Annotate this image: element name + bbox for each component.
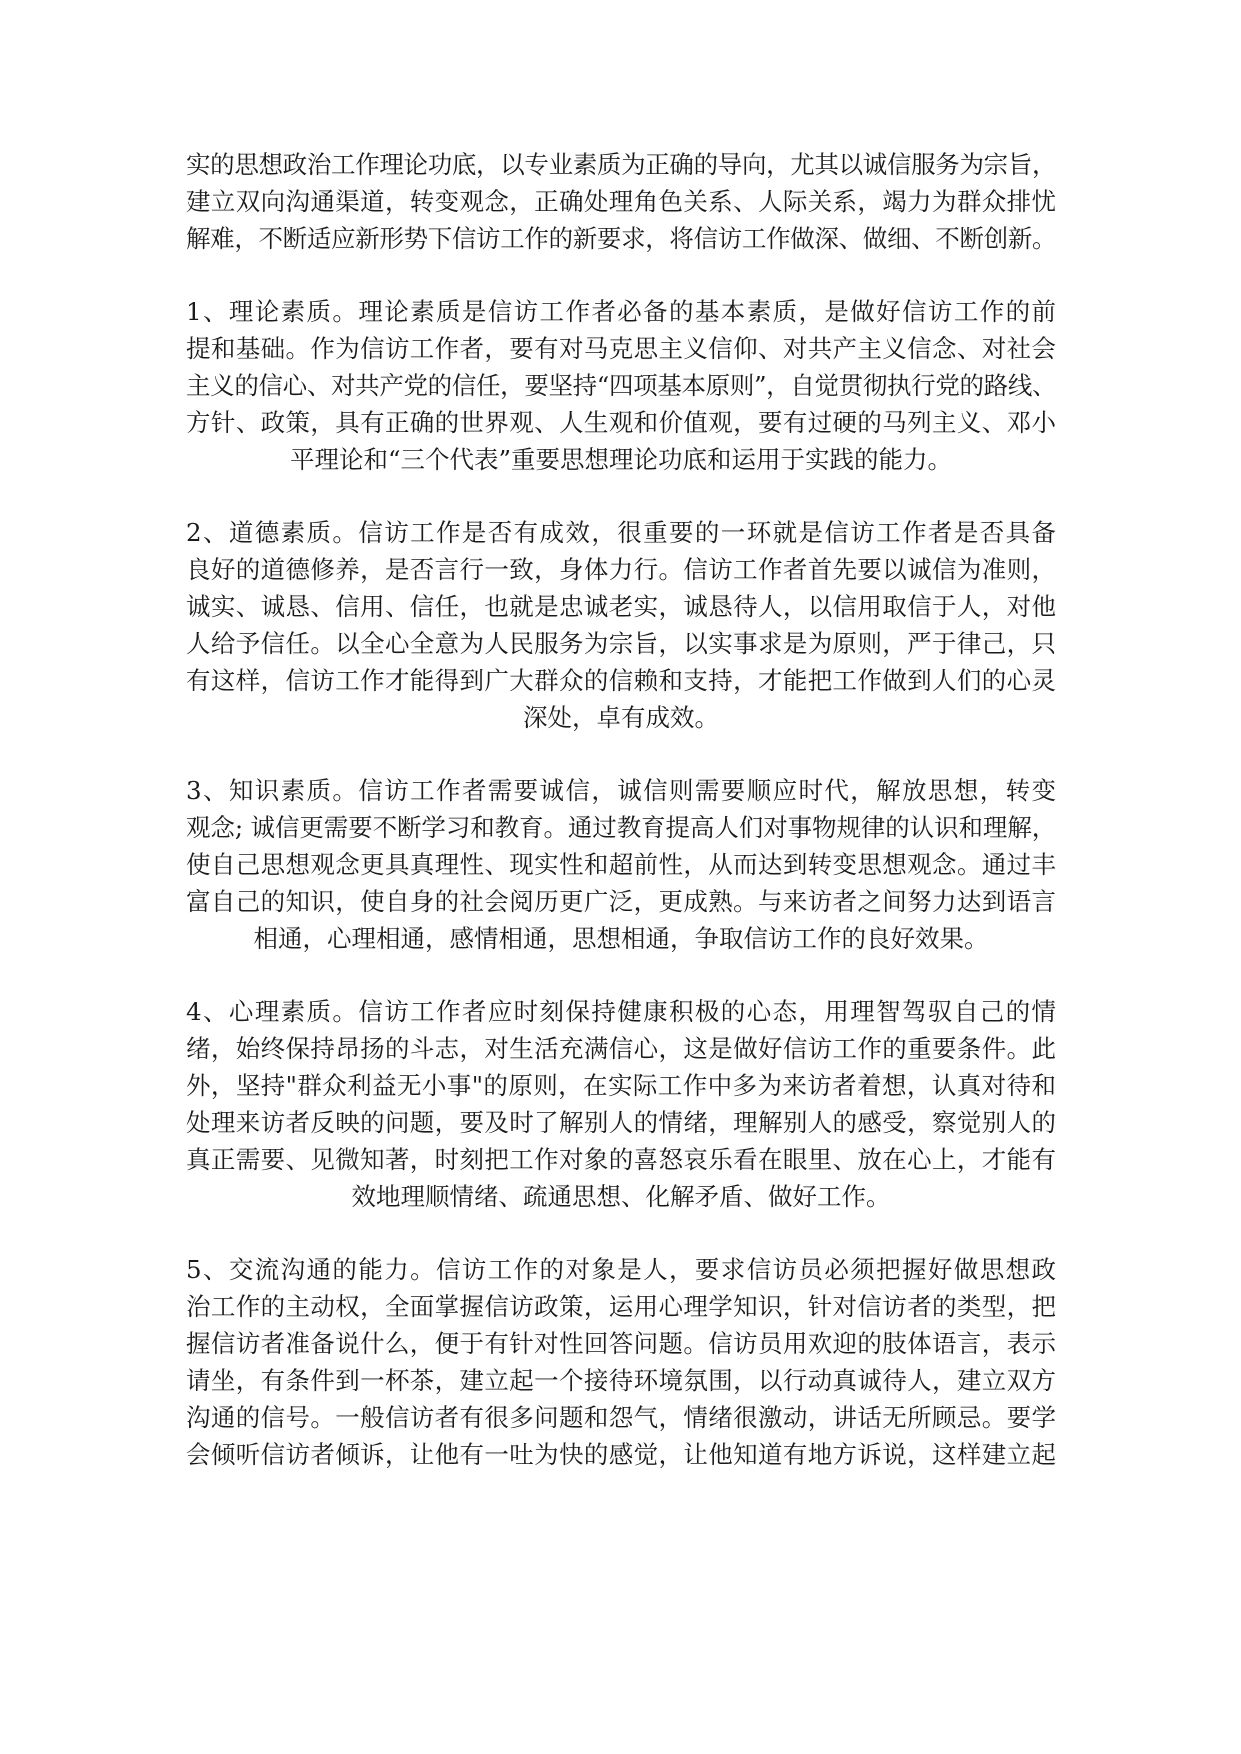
- paragraph-psychological-quality: [186, 993, 1056, 1215]
- paragraph-theory-quality: [186, 293, 1056, 478]
- text-line: 主义的信心、对共产党的信任，要坚持“四项基本原则”，自觉贯彻执行党的路线、: [186, 371, 1056, 400]
- text-line: 富自己的知识，使自身的社会阅历更广泛，更成熟。与来访者之间努力达到语言: [186, 887, 1056, 916]
- text-line: 会倾听信访者倾诉，让他有一吐为快的感觉，让他知道有地方诉说，这样建立起: [186, 1440, 1056, 1469]
- text-line: 握信访者准备说什么，便于有针对性回答问题。信访员用欢迎的肢体语言，表示: [186, 1329, 1056, 1358]
- text-line: 沟通的信号。一般信访者有很多问题和怨气，情绪很激动，讲话无所顾忌。要学: [186, 1403, 1056, 1432]
- text-line: 4、心理素质。信访工作者应时刻保持健康积极的心态，用理智驾驭自己的情: [186, 997, 1056, 1026]
- text-line: 良好的道德修养，是否言行一致，身体力行。信访工作者首先要以诚信为准则，: [186, 555, 1056, 584]
- text-line: 治工作的主动权，全面掌握信访政策，运用心理学知识，针对信访者的类型，把: [186, 1292, 1056, 1321]
- text-line: 效地理顺情绪、疏通思想、化解矛盾、做好工作。: [351, 1182, 891, 1211]
- text-line: 绪，始终保持昂扬的斗志，对生活充满信心，这是做好信访工作的重要条件。此: [186, 1034, 1056, 1063]
- text-line: 处理来访者反映的问题，要及时了解别人的情绪，理解别人的感受，察觉别人的: [186, 1108, 1056, 1137]
- paragraph-knowledge-quality: [186, 772, 1056, 957]
- text-line: 真正需要、见微知著，时刻把工作对象的喜怒哀乐看在眼里、放在心上，才能有: [186, 1145, 1056, 1174]
- text-line: 相通，心理相通，感情相通，思想相通，争取信访工作的良好效果。: [253, 924, 989, 953]
- paragraph-communication-ability: [186, 1251, 1056, 1473]
- text-line: 解难，不断适应新形势下信访工作的新要求，将信访工作做深、做细、不断创新。: [186, 224, 1056, 253]
- text-line: 3、知识素质。信访工作者需要诚信，诚信则需要顺应时代，解放思想，转变: [186, 776, 1056, 805]
- text-line: 外，坚持"群众利益无小事"的原则，在实际工作中多为来访者着想，认真对待和: [186, 1071, 1056, 1100]
- text-line: 提和基础。作为信访工作者，要有对马克思主义信仰、对共产主义信念、对社会: [186, 334, 1056, 363]
- text-line: 建立双向沟通渠道，转变观念，正确处理角色关系、人际关系，竭力为群众排忧: [186, 187, 1056, 216]
- text-line: 观念; 诚信更需要不断学习和教育。通过教育提高人们对事物规律的认识和理解，: [186, 813, 1056, 842]
- text-line: 方针、政策，具有正确的世界观、人生观和价值观，要有过硬的马列主义、邓小: [186, 408, 1056, 437]
- text-line: 使自己思想观念更具真理性、现实性和超前性，从而达到转变思想观念。通过丰: [186, 850, 1056, 879]
- text-line: 深处，卓有成效。: [523, 703, 719, 732]
- document-page: [186, 146, 1056, 1473]
- text-line: 1、理论素质。理论素质是信访工作者必备的基本素质，是做好信访工作的前: [186, 297, 1056, 326]
- paragraph-moral-quality: [186, 514, 1056, 736]
- paragraph-intro-continuation: [186, 146, 1056, 257]
- text-line: 2、道德素质。信访工作是否有成效，很重要的一环就是信访工作者是否具备: [186, 518, 1056, 547]
- text-line: 诚实、诚恳、信用、信任，也就是忠诚老实，诚恳待人，以信用取信于人，对他: [186, 592, 1056, 621]
- text-line: 人给予信任。以全心全意为人民服务为宗旨，以实事求是为原则，严于律己，只: [186, 629, 1056, 658]
- text-line: 有这样，信访工作才能得到广大群众的信赖和支持，才能把工作做到人们的心灵: [186, 666, 1056, 695]
- text-line: 请坐，有条件到一杯茶，建立起一个接待环境氛围，以行动真诚待人，建立双方: [186, 1366, 1056, 1395]
- text-line: 实的思想政治工作理论功底，以专业素质为正确的导向，尤其以诚信服务为宗旨，: [186, 150, 1056, 179]
- text-line: 平理论和“三个代表”重要思想理论功底和运用于实践的能力。: [289, 445, 953, 474]
- text-line: 5、交流沟通的能力。信访工作的对象是人，要求信访员必须把握好做思想政: [186, 1255, 1056, 1284]
